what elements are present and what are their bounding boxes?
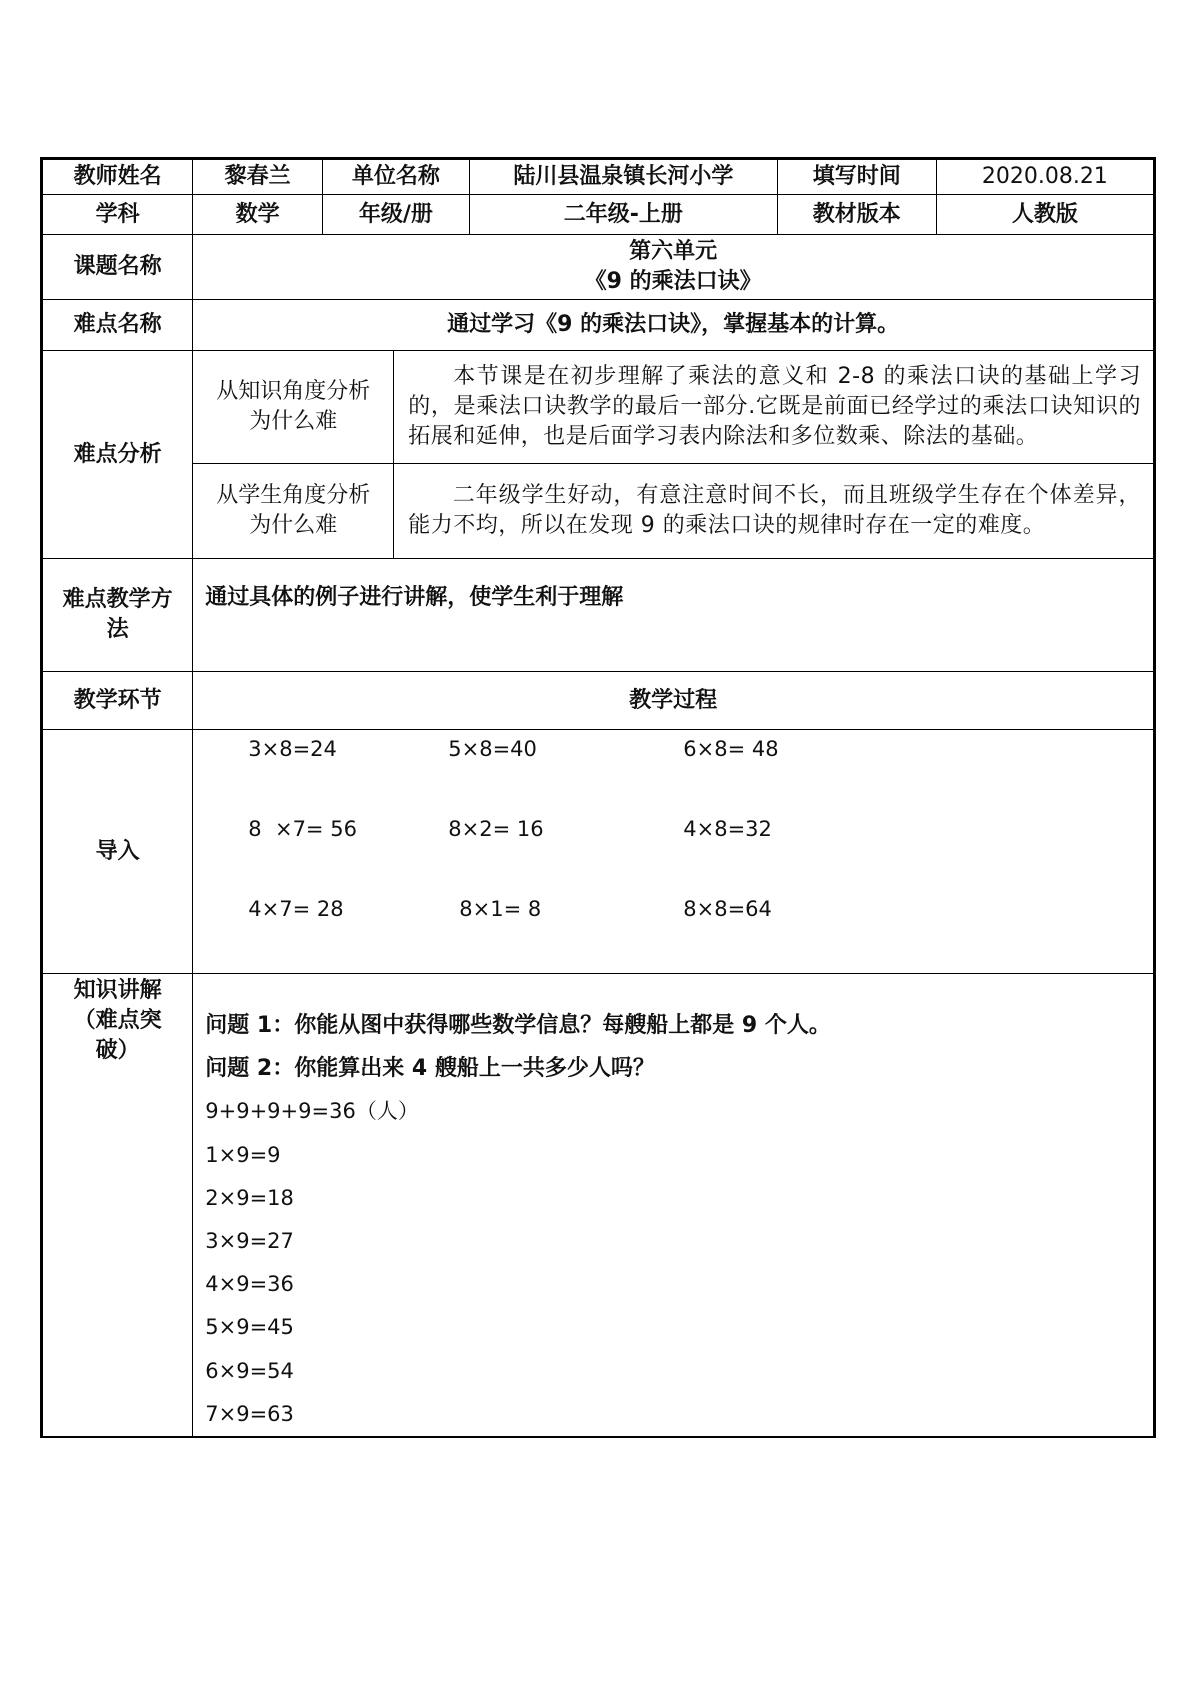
intro-equation-grid xyxy=(193,730,1153,973)
question-2: 问题 2：你能算出来 4 艘船上一共多少人吗？ xyxy=(205,1056,655,1082)
student-angle-text xyxy=(394,464,1155,559)
knowledge-angle-text xyxy=(394,351,1155,464)
student-angle-label xyxy=(193,464,394,559)
method-value: 通过具体的例子进行讲解，使学生利于理解 xyxy=(193,559,1155,672)
intro-equation: 8 ×7= 56 xyxy=(248,817,357,841)
topic-line-1: 第六单元 xyxy=(629,239,718,264)
subject-value: 数学 xyxy=(193,195,323,235)
teacher-name: 黎春兰 xyxy=(193,159,323,195)
difficulty-value: 通过学习《9 的乘法口诀》，掌握基本的计算。 xyxy=(193,300,1155,351)
intro-equation: 6×8= 48 xyxy=(683,737,779,761)
student-angle-label-line-2: 为什么难 xyxy=(249,513,338,538)
knowledge-label-line-1: 知识讲解 xyxy=(73,978,162,1003)
equation-line: 3×9=27 xyxy=(205,1228,294,1253)
intro-equation: 4×7= 28 xyxy=(248,897,344,921)
unit-label: 单位名称 xyxy=(322,159,469,195)
intro-equation: 8×1= 8 xyxy=(459,897,542,921)
equation-line: 7×9=63 xyxy=(205,1401,294,1426)
question-1: 问题 1：你能从图中获得哪些数学信息？每艘船上都是 9 个人。 xyxy=(205,1013,831,1038)
knowledge-label-line-3: 破） xyxy=(95,1038,140,1063)
method-label-line-1: 难点教学方 xyxy=(62,587,173,612)
process-stage-label: 教学环节 xyxy=(42,672,193,730)
intro-equation: 8×2= 16 xyxy=(448,817,544,841)
intro-label: 导入 xyxy=(42,730,193,974)
knowledge-label xyxy=(42,974,193,1437)
unit-name: 陆川县温泉镇长河小学 xyxy=(469,159,777,195)
intro-equation: 3×8=24 xyxy=(248,737,337,761)
equation-line: 2×9=18 xyxy=(205,1185,294,1210)
topic-label: 课题名称 xyxy=(42,235,193,300)
analysis-label: 难点分析 xyxy=(42,351,193,559)
equation-line: 6×9=54 xyxy=(205,1358,294,1383)
student-angle-text-content: 二年级学生好动，有意注意时间不长，而且班级学生存在个体差异，能力不均，所以在发现 9 的乘法口诀的规律时存在一定的难度。 xyxy=(408,483,1141,538)
topic-value xyxy=(193,235,1155,300)
teacher-label: 教师姓名 xyxy=(42,159,193,195)
subject-label: 学科 xyxy=(42,195,193,235)
grade-value: 二年级-上册 xyxy=(469,195,777,235)
method-label xyxy=(42,559,193,672)
knowledge-angle-text-content: 本节课是在初步理解了乘法的意义和 2-8 的乘法口诀的基础上学习的，是乘法口诀教学的最后一部分.它既是前面已经学过的乘法口诀知识的拓展和延伸，也是后面学习表内除法和多位数乘、除法的基础。 xyxy=(408,364,1141,449)
equation-line: 4×9=36 xyxy=(205,1272,294,1297)
knowledge-content xyxy=(193,974,1155,1437)
lesson-plan-table xyxy=(40,157,1156,1438)
topic-line-2: 《9 的乘法口诀》 xyxy=(584,269,762,294)
intro-content xyxy=(193,730,1155,974)
process-label: 教学过程 xyxy=(193,672,1155,730)
knowledge-list xyxy=(193,974,1153,1436)
student-angle-label-line-1: 从学生角度分析 xyxy=(216,483,371,508)
edition-label: 教材版本 xyxy=(777,195,936,235)
knowledge-angle-label-line-1: 从知识角度分析 xyxy=(216,379,371,404)
intro-equation: 8×8=64 xyxy=(683,897,772,921)
intro-equation: 4×8=32 xyxy=(683,817,772,841)
equation-line: 5×9=45 xyxy=(205,1315,294,1340)
knowledge-angle-label xyxy=(193,351,394,464)
equation-line: 9+9+9+9=36（人） xyxy=(205,1099,419,1124)
method-label-line-2: 法 xyxy=(106,617,129,642)
intro-equation: 5×8=40 xyxy=(448,737,537,761)
date-value: 2020.08.21 xyxy=(936,159,1154,195)
grade-label: 年级/册 xyxy=(322,195,469,235)
equation-line: 1×9=9 xyxy=(205,1142,281,1167)
difficulty-label: 难点名称 xyxy=(42,300,193,351)
edition-value: 人教版 xyxy=(936,195,1154,235)
knowledge-angle-label-line-2: 为什么难 xyxy=(249,409,338,434)
knowledge-label-line-2: （难点突 xyxy=(73,1008,162,1033)
date-label: 填写时间 xyxy=(777,159,936,195)
